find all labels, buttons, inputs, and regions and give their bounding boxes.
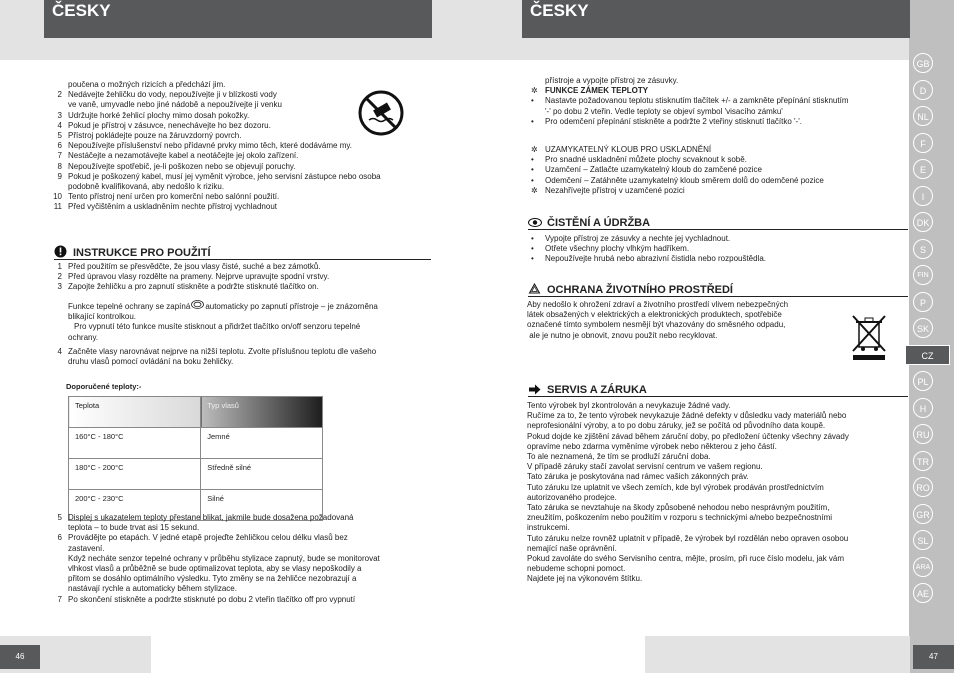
list-item	[48, 272, 433, 282]
temperature-table	[68, 396, 323, 521]
item-text: teplota – to bude trvat asi 15 sekund.	[68, 523, 200, 533]
item-text: Uzamčení – Zatlačte uzamykatelný kloub do zamčené pozice	[545, 165, 762, 175]
item-text: Pokud je přístroj v zásuvce, nenechávejte ho bez dozoru.	[68, 120, 271, 130]
item-text: vlhkost vlasů a průběžně se bude optimalizovat teplota, aby se vlasy nepoškodily a	[68, 564, 362, 574]
list-item	[48, 544, 438, 554]
text-line: Pokud dojde ke zjištění závad během záruční doby, po předložení účtenky všechny závady	[527, 431, 849, 441]
item-text: nastávají rychle a automaticky během stylizace.	[68, 584, 237, 594]
text-line: instrukcemi.	[527, 523, 570, 533]
language-tab-d[interactable]: D	[913, 80, 933, 100]
list-item	[531, 165, 911, 175]
item-text: FUNKCE ZÁMEK TEPLOTY	[545, 86, 649, 96]
list-item	[48, 192, 433, 202]
language-tab-e[interactable]: E	[913, 159, 933, 179]
section-service: SERVIS A ZÁRUKA	[528, 384, 908, 397]
language-tab-ro[interactable]: RO	[913, 477, 933, 497]
item-number: 10	[53, 192, 62, 202]
item-number: 4	[57, 347, 62, 356]
text-line: Ručíme za to, že tento výrobek nevykazuje žádné defekty v důsledku vady materiálů nebo	[527, 411, 847, 421]
language-tab-fin[interactable]: FIN	[913, 265, 933, 285]
text-line: látek obsažených v elektrických a elektronických produktech, spotřebiče	[527, 310, 782, 320]
section-title: INSTRUKCE PRO POUŽITÍ	[73, 247, 211, 259]
item-number: 1	[57, 262, 62, 271]
item-number: 3	[57, 110, 62, 120]
item-number: 2	[57, 272, 62, 282]
language-tab-h[interactable]: H	[913, 398, 933, 418]
list-item	[531, 107, 911, 117]
language-tab-i[interactable]: I	[913, 186, 933, 206]
item-text: Začněte vlasy narovnávat nejprve na nižší teplotu. Zvolte příslušnou teplotu dle vašeho	[68, 347, 377, 356]
list-item: • Vypojte přístroj ze zásuvky a nechte jej vychladnout.	[531, 234, 731, 243]
language-tabs	[909, 50, 937, 610]
item-text: Provádějte po etapách. V jedné etapě projeďte žehličkou celou délku vlasů bez	[68, 533, 348, 543]
list-item	[48, 262, 433, 272]
item-text: Udržujte horké žehlicí plochy mimo dosah pokožky.	[68, 110, 250, 120]
language-tab-dk[interactable]: DK	[913, 212, 933, 232]
text-line: V případě záruky stačí zavolat servisní centrum ve vašem regionu.	[527, 462, 763, 472]
list-item	[48, 513, 438, 523]
text-line: označené tímto symbolem nesmějí být vhazovány do směsného odpadu,	[527, 320, 786, 330]
item-number: 5	[57, 131, 62, 141]
item-text: ve vaně, umyvadle nebo jiné nádobě a nepoužívejte ji venku	[68, 100, 282, 110]
item-text: Nedávejte žehličku do vody, nepoužívejte ji v blízkosti vody	[68, 90, 277, 100]
table-cell: 160°C - 180°C	[69, 428, 201, 459]
list-item	[531, 96, 911, 106]
weee-bin-icon	[850, 313, 888, 361]
item-text: Displej s ukazatelem teploty přestane blikat, jakmile bude dosažena požadovaná	[68, 513, 354, 522]
item-text: Pokud je poškozený kabel, musí jej vyměnit výrobce, jeho servisní zástupce nebo osoba	[68, 171, 381, 181]
list-item	[531, 155, 911, 165]
list-item	[48, 141, 433, 151]
bullet: •	[531, 165, 534, 175]
language-tab-tr[interactable]: TR	[913, 451, 933, 471]
list-item	[531, 86, 911, 96]
section-environment: OCHRANA ŽIVOTNÍHO PROSTŘEDÍ	[528, 283, 908, 297]
item-text: UZAMYKATELNÝ KLOUB PRO USKLADNĚNÍ	[545, 145, 712, 154]
bullet: •	[531, 96, 534, 106]
table-cell: Středně silné	[201, 459, 323, 490]
page-number-right: 47	[913, 645, 954, 669]
language-tab-pl[interactable]: PL	[913, 371, 933, 391]
item-number: 6	[57, 533, 62, 543]
item-number: 8	[57, 161, 62, 171]
item-text: Před vyčištěním a uskladněním nechte přístroj vychladnout	[68, 202, 277, 212]
item-text: Před použitím se přesvědčte, že jsou vlasy čisté, suché a bez zámotků.	[68, 262, 321, 271]
item-text: poučena o možných rizicích a předchází jim.	[68, 80, 226, 89]
item-text: Pro snadné uskladnění můžete plochy scvaknout k sobě.	[545, 155, 747, 165]
table-header-cell: Typ vlasů	[201, 397, 323, 428]
environment-text	[527, 300, 837, 341]
item-text: Když necháte senzor tepelné ochrany v průběhu stylizace zapnutý, bude se monitorovat	[68, 553, 380, 563]
bullet: •	[531, 116, 534, 126]
table-cell: 180°C - 200°C	[69, 459, 201, 490]
item-text: Nepoužívejte hrubá nebo abrazivní čistidla nebo rozpouštědla.	[545, 254, 767, 264]
text-line: Aby nedošlo k ohrožení zdraví a životního prostředí vlivem nebezpečných	[527, 300, 789, 309]
instructions-list	[48, 262, 433, 293]
text-line: Najdete jej na výkonovém štítku.	[527, 574, 643, 584]
item-text: Vypojte přístroj ze zásuvky a nechte jej vychladnout.	[545, 234, 731, 243]
text-line: Tato záruka je poskytována nad rámec vašich zákonných práv.	[527, 472, 749, 482]
item-text: Odemčení – Zatáhněte uzamykatelný kloub směrem dolů do odemčené pozice	[545, 175, 824, 185]
list-item	[48, 282, 433, 292]
list-item	[48, 202, 433, 212]
text-line: Tuto záruku nelze rovněž uplatnit v případě, že výrobek byl rozdělán nebo opraven osobou	[527, 533, 849, 543]
temp-lock-section	[531, 76, 911, 127]
arrow-right-icon	[528, 384, 542, 396]
hinge-section	[531, 145, 911, 196]
list-item	[48, 584, 438, 594]
item-text: Nepoužívejte spotřebič, je-li poškozen nebo se objevují poruchy.	[68, 161, 296, 171]
list-item	[531, 176, 911, 186]
page-number-left: 46	[0, 645, 40, 669]
item-text: Nepoužívejte příslušenství nebo přídavné prvky mimo těch, které dodáváme my.	[68, 141, 352, 151]
item-text: Před úpravou vlasy rozdělte na prameny. Nejprve upravujte spodní vrstvy.	[68, 272, 330, 282]
bullet: •	[531, 155, 534, 165]
item-text: přitom se dosáhlo optimálního výsledku. Tyto změny se na žehličce nezobrazují a	[68, 574, 357, 584]
section-instructions	[54, 245, 431, 260]
language-tab-f[interactable]: F	[913, 133, 933, 153]
service-text	[527, 401, 907, 585]
list-item	[48, 574, 438, 584]
text-line: To ale neznamená, že tím se prodluží záruční doba.	[527, 452, 711, 462]
list-item	[48, 595, 438, 605]
item-text: druhu vlasů pomocí ovládání na boku žehličky.	[68, 357, 234, 367]
info-icon	[54, 245, 68, 257]
item-number: 5	[57, 513, 62, 522]
list-item	[48, 357, 433, 367]
item-number: 7	[57, 151, 62, 161]
bullet: •	[531, 175, 534, 185]
language-tab-ara[interactable]: ARA	[913, 557, 933, 577]
list-item	[48, 564, 438, 574]
language-tab-cz[interactable]: CZ	[905, 345, 950, 365]
heat-sensor-icon	[191, 300, 204, 308]
recycle-icon	[528, 283, 542, 295]
list-item	[48, 151, 433, 161]
language-tab-s[interactable]: S	[913, 239, 933, 259]
list-item	[531, 145, 911, 155]
language-tab-ae[interactable]: AE	[913, 583, 933, 603]
text-line: zneužitím, poškozením nebo použitím v rozporu s technickými a/nebo bezpečnostními	[527, 513, 833, 523]
bullet: ✲	[531, 145, 538, 154]
list-item	[48, 182, 433, 192]
item-text: Nezahřívejte přístroj v uzamčené pozici	[545, 185, 685, 195]
list-item	[531, 186, 911, 196]
table-header-cell: Teplota	[69, 397, 201, 428]
item-number: 7	[57, 594, 62, 604]
item-text: zastavení.	[68, 543, 105, 553]
list-item	[48, 523, 438, 533]
language-tab-gr[interactable]: GR	[913, 504, 933, 524]
table-cell: Jemné	[201, 428, 323, 459]
page-title-right: ČESKY	[522, 0, 910, 38]
instructions-continued	[48, 513, 438, 605]
language-tab-ru[interactable]: RU	[913, 424, 933, 444]
item-text: přístroje a vypojte přístroj ze zásuvky.	[545, 76, 679, 85]
item-text: Zapojte žehličku a pro zapnutí stiskněte a podržte stisknuté tlačítko on.	[68, 282, 319, 292]
list-item	[48, 80, 433, 90]
text-line: nemající naše oprávnění.	[527, 543, 617, 553]
item-number: 6	[57, 141, 62, 151]
item-text: Pro odemčení přepínání stiskněte a podržte 2 vteřiny stisknutí tlačítko '-'.	[545, 116, 802, 126]
bullet: ✲	[531, 86, 538, 96]
text-line: Tuto záruku lze uplatnit ve všech zemích, kde byl výrobek prodáván prostřednictvím	[527, 482, 824, 492]
cleaning-list	[531, 234, 911, 265]
bullet: ✲	[531, 185, 538, 195]
item-text: Otřete všechny plochy vlhkým hadříkem.	[545, 244, 690, 254]
text-line: autorizovaného prodejce.	[527, 492, 617, 502]
heat-protect-paragraph: Funkce tepelné ochrany se zapíná automaticky po zapnutí přístroje – je znázorněna blikající kontrolkou. Pro vypnutí této funkce musíte stisknout a přidržet tlačítko on/off senzoru tepelné ochrany.	[68, 302, 378, 342]
page-title-left: ČESKY	[44, 0, 432, 38]
list-item: • Nepoužívejte hrubá nebo abrazivní čistidla nebo rozpouštědla.	[531, 254, 767, 264]
item-text: Tento přístroj není určen pro komerční nebo salónní použití.	[68, 192, 280, 202]
list-item	[48, 172, 433, 182]
item-text: Po skončení stiskněte a podržte stisknuté po dobu 2 vteřin tlačítko off pro vypnutí	[68, 594, 356, 604]
language-tab-gb[interactable]: GB	[913, 53, 933, 73]
item-text: Nestáčejte a nezamotávejte kabel a neotáčejte jej okolo zařízení.	[68, 151, 299, 161]
item-number: 9	[57, 171, 62, 181]
text-line: Tato záruka se nevztahuje na škody způsobené nehodou nebo nesprávným použitím,	[527, 503, 830, 513]
list-item: • Otřete všechny plochy vlhkým hadříkem.	[531, 244, 690, 254]
table-cell: 200°C - 230°C	[69, 490, 201, 521]
list-item	[531, 117, 911, 127]
language-tab-nl[interactable]: NL	[913, 106, 933, 126]
item-number: 11	[53, 202, 62, 212]
item-number: 3	[57, 282, 62, 292]
item-number: 2	[57, 90, 62, 100]
language-tab-sk[interactable]: SK	[913, 318, 933, 338]
list-item	[48, 554, 438, 564]
list-item	[48, 533, 438, 543]
language-tab-sl[interactable]: SL	[913, 530, 933, 550]
eye-icon	[528, 217, 542, 229]
instruction-4	[48, 347, 433, 367]
text-line: neprofesionální výroby, a to po dobu záruky, jež se počítá od původního data koupě.	[527, 421, 826, 431]
list-item	[531, 76, 911, 86]
no-water-warning-icon	[357, 90, 405, 136]
list-item	[48, 347, 433, 357]
language-tab-p[interactable]: P	[913, 292, 933, 312]
text-line: Pokud zavoláte do svého Servisního centra, mějte, prosím, při ruce číslo modelu, jak vám	[527, 554, 845, 564]
item-text: Přístroj pokládejte pouze na žáruvzdorný povrch.	[68, 131, 242, 141]
text-line: opravíme nebo zdarma vyměníme výrobek nebo některou z jeho částí.	[527, 441, 777, 451]
item-text: podobně kvalifikovaná, aby nedošlo k riziku.	[68, 182, 225, 192]
section-cleaning: ČISTĚNÍ A ÚDRŽBA	[528, 217, 908, 230]
recommended-temps-label: Doporučené teploty:-	[66, 382, 142, 391]
text-line: Tento výrobek byl zkontrolován a nevykazuje žádné vady.	[527, 401, 731, 410]
text-line: ale je nutno je obnovit, znovu použít nebo recyklovat.	[527, 330, 718, 340]
item-number: 4	[57, 120, 62, 130]
item-text: Nastavte požadovanou teplotu stisknutím tlačítek +/- a zamkněte přepínání stisknutím	[545, 96, 849, 106]
text-line: nebudeme schopni pomoct.	[527, 564, 626, 574]
table-cell: Silné	[201, 490, 323, 521]
item-text: '-' po dobu 2 vteřin. Vedle teploty se objeví symbol 'visacího zámku'	[545, 106, 783, 116]
list-item	[48, 162, 433, 172]
